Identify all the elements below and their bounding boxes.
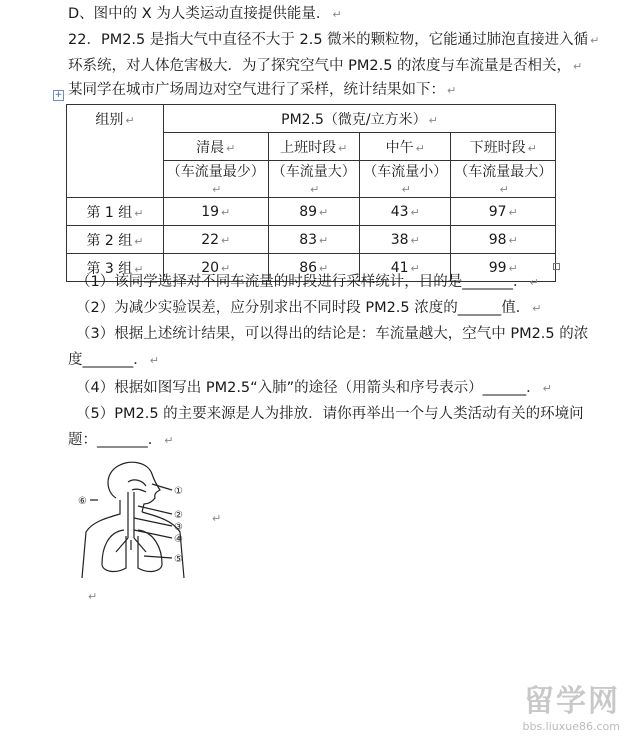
question-2-text: （2）为减少实验误差，应分别求出不同时段 PM2.5 浓度的______值． [76,300,531,316]
group-header-cell: 组别 ↵ [67,105,164,198]
option-d-text: D、图中的 X 为人类运动直接提供能量． [68,6,331,22]
question-5-text-2: 题：_______． [68,432,163,448]
group-cell: 第 3 组 ↵ [67,254,164,282]
value-cell: 38 ↵ [359,226,450,254]
option-d-line [68,4,342,25]
question-5-text-1: （5）PM2.5 的主要来源是人为排放．请你再举出一个与人类活动有关的环境问 [76,406,584,422]
diagram-label-4: ④ [174,534,183,545]
right-lung [138,530,162,571]
bronchi [116,538,146,552]
value-cell: 89 ↵ [268,198,359,226]
table-row [67,226,556,254]
value-cell: 83 ↵ [268,226,359,254]
question-2-line [76,298,541,319]
paragraph-mark-icon: ↵ [149,354,159,367]
value-cell: 19 ↵ [164,198,269,226]
paragraph-mark-icon: ↵ [212,512,222,525]
paragraph-mark-icon: ↵ [590,34,600,47]
question-3-text-1: （3）根据上述统计结果，可以得出的结论是：车流量越大，空气中 PM2.5 的浓 [76,326,589,342]
value-cell: 86 ↵ [268,254,359,282]
value-cell: 43 ↵ [359,198,450,226]
period-cell: 上班时段 ↵ [268,133,359,161]
paragraph-mark-icon: ↵ [447,84,457,97]
question-3-line-1 [76,324,588,344]
diagram-label-5: ⑤ [174,554,183,565]
pm25-header-cell: PM2.5（微克/立方米） ↵ [164,105,556,133]
table-move-handle-icon[interactable]: + [54,90,63,100]
question-1-text: （1）该同学选择对不同车流量的时段进行采样统计，目的是_______． [76,274,528,290]
paragraph-mark-icon: ↵ [332,8,342,21]
question-3-line-2 [68,350,159,371]
period-cell: 下班时段 ↵ [451,133,556,161]
traffic-cell: （车流量小）↵ [359,161,450,198]
paragraph-mark-icon: ↵ [88,590,98,603]
watermark-text: 留学网 [524,684,620,719]
diagram-label-6: ⑥ [78,496,87,507]
traffic-cell: （车流量大）↵ [268,161,359,198]
question-22-line-1 [68,30,599,51]
table-resize-handle[interactable] [553,263,560,270]
left-lung [102,530,126,571]
question-22-text-1: 22．PM2.5 是指大气中直径不大于 2.5 微米的颗粒物，它能通过肺泡直接进入循 [68,32,589,48]
watermark-url: bbs.liuxue86.com [522,720,620,733]
question-4-text: （4）根据如图写出 PM2.5“入肺”的途径（用箭头和序号表示）______． [76,380,541,396]
question-5-line-2 [68,430,173,451]
traffic-cell: （车流量最大）↵ [451,161,556,198]
diagram-label-2: ② [174,510,183,521]
group-cell: 第 2 组 ↵ [67,226,164,254]
paragraph-mark-icon: ↵ [573,60,583,73]
value-cell: 22 ↵ [164,226,269,254]
pm25-data-table [66,104,556,282]
table-header-row [67,105,556,133]
group-cell: 第 1 组 ↵ [67,198,164,226]
value-cell: 20 ↵ [164,254,269,282]
traffic-cell: （车流量最少）↵ [164,161,269,198]
paragraph-mark-icon: ↵ [164,434,174,447]
question-22-line-2 [68,56,582,77]
question-5-line-1 [76,404,584,424]
value-cell: 41 ↵ [359,254,450,282]
respiratory-system-diagram [76,460,206,580]
question-22-line-3 [68,80,456,101]
question-22-text-3: 某同学在城市广场周边对空气进行了采样，统计结果如下： [68,82,445,98]
watermark-logo [522,676,620,733]
value-cell: 97 ↵ [451,198,556,226]
period-cell: 中午 ↵ [359,133,450,161]
period-cell: 清晨 ↵ [164,133,269,161]
paragraph-mark-icon: ↵ [529,276,539,289]
body-outline [82,500,184,578]
diagram-label-1: ① [174,486,183,497]
table-row [67,198,556,226]
trachea [128,492,134,538]
nasal-cavity [128,480,146,492]
question-3-text-2: 度_______． [68,352,148,368]
paragraph-mark-icon: ↵ [532,302,542,315]
question-22-text-2: 环系统，对人体危害极大．为了探究空气中 PM2.5 的浓度与车流量是否相关， [68,58,572,74]
question-1-line [76,272,539,293]
question-4-line [76,378,552,399]
paragraph-mark-icon: ↵ [542,382,552,395]
value-cell: 99 ↵ [451,254,556,282]
diagram-label-3: ③ [174,522,183,533]
value-cell: 98 ↵ [451,226,556,254]
